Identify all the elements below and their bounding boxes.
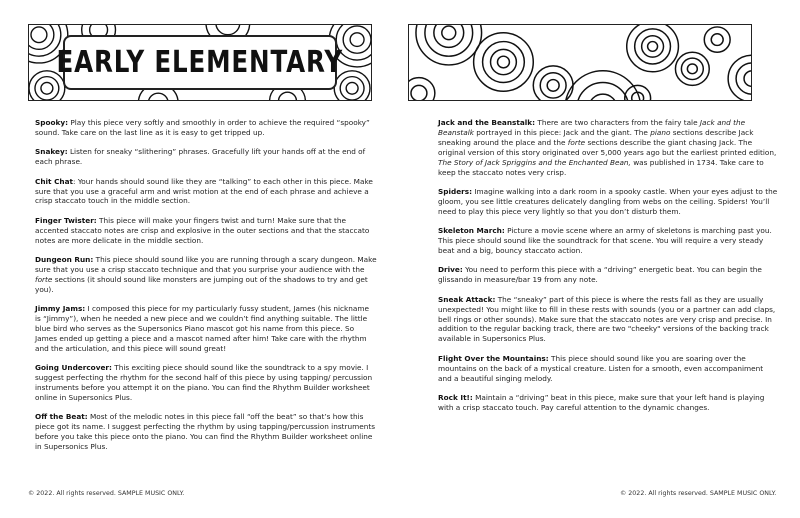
entry-title: Going Undercover: xyxy=(35,363,112,373)
entry-text: Picture a movie scene where an army of skeletons is marching past you. This piece should sound like the soundtrack for that scene. You will require a very steady beat and a big, bouncy staccato action. xyxy=(438,226,772,255)
swirl-banner-right xyxy=(408,24,752,101)
list-item xyxy=(35,216,377,246)
entry-title: Flight Over the Mountains: xyxy=(438,353,549,363)
entry-text: This exciting piece should sound like the soundtrack to a spy movie. I suggest perfecting the rhythm for the second half of this piece by using tapping/ percussion instruments before you attempt it on the piano. You can find the Rhythm Builder worksheet online in Supersonics Plus. xyxy=(35,363,373,402)
entry-title: Finger Twister: xyxy=(35,215,97,225)
entry-title: Sneak Attack: xyxy=(438,294,496,304)
list-item xyxy=(35,304,377,354)
title-box xyxy=(56,35,344,90)
entry-text: portrayed in this piece: Jack and the giant. The xyxy=(473,127,651,137)
list-item xyxy=(35,412,377,452)
entry-italic: forte xyxy=(567,137,586,147)
entry-italic: The Story of Jack Spriggins and the Enchanted Bean, xyxy=(438,157,631,167)
entry-text: Most of the melodic notes in this piece fall “off the beat” so that’s how this piece got its name. I suggest perfecting the rhythm by using tapping/percussion instruments before you take this piece onto the piano. You can find the Rhythm Builder worksheet online in Supersonics Plus. xyxy=(35,412,375,452)
entry-text: The “sneaky” part of this piece is where the rests fall as they are usually unexpected! You might like to fill in these rests with sounds (you or a partner can add claps, bell rings or other sounds). Make sure that the staccato notes are very crisp and precise. In addition to the regular backing track, there are two "cheeky" versions of the backing track available in Supersonics Plus. xyxy=(438,294,776,344)
list-item xyxy=(35,255,377,295)
entry-text: This piece will make your fingers twist and turn! Make sure that the accented staccato notes are crisp and explosive in the outer sections and that the staccato notes are more delicate in the middle section. xyxy=(35,215,370,245)
entry-text: This piece should sound like you are soaring over the mountains on the back of a mystical creature. Listen for a smooth, even accompaniment and a beautiful singing melody. xyxy=(438,353,764,383)
entry-title: Spooky: xyxy=(35,118,69,127)
entry-title: Dungeon Run: xyxy=(35,255,94,265)
list-item xyxy=(35,177,377,207)
list-item xyxy=(438,393,778,413)
entry-title: Chit Chat xyxy=(35,176,74,186)
entry-title: Drive: xyxy=(438,265,463,275)
list-item xyxy=(438,265,778,285)
list-item xyxy=(438,354,778,384)
copyright-footer: © 2022. All rights reserved. SAMPLE MUSIC ONLY. xyxy=(620,490,777,497)
list-item xyxy=(438,187,778,217)
entry-text: sections describe Jack sneaking around the place and the xyxy=(438,127,754,147)
page-title: EARLY ELEMENTARY xyxy=(56,45,344,80)
entry-title: Skeleton March: xyxy=(438,226,505,236)
list-item xyxy=(438,226,778,256)
entry-title: Rock It!: xyxy=(438,392,473,402)
entry-italic: piano xyxy=(650,127,671,137)
entry-text: I composed this piece for my particularly fussy student, James (his nickname is “Jimmy”), when he needed a new piece and we couldn’t find anything suitable. The little blue bird who serves as the Supersonics Piano mascot got his name from this piece. So James ended up getting a piece and a mascot named after him! Take care with the rhythm and the articulation, and this piece will sound great! xyxy=(35,304,369,353)
entry-text: You need to perform this piece with a “driving” energetic beat. You can begin the glissando in measure/bar 19 from any note. xyxy=(438,265,762,285)
list-item xyxy=(35,118,377,138)
list-item xyxy=(438,118,778,177)
entry-text: sections describe the giant chasing Jack. The original version of this story originated over 5,000 years ago but the earliest printed edition, xyxy=(438,137,777,157)
left-entries-list xyxy=(35,118,377,461)
entry-title: Jack and the Beanstalk: xyxy=(438,118,536,127)
copyright-footer: © 2022. All rights reserved. SAMPLE MUSIC ONLY. xyxy=(28,490,185,497)
list-item xyxy=(35,147,377,167)
entry-title: Spiders: xyxy=(438,186,473,196)
right-page xyxy=(400,0,800,518)
entry-text: This piece should sound like you are running through a scary dungeon. Make sure that you use a crisp staccato technique and that you surprise your audience with the xyxy=(35,255,377,274)
list-item xyxy=(35,363,377,403)
entry-text: sections (it should sound like monsters are jumping out of the shadows to try and get you). xyxy=(35,274,368,294)
list-item xyxy=(438,295,778,345)
entry-text: : Your hands should sound like they are “talking” to each other in this piece. Make sure that you use a graceful arm and wrist motion at the end of each phrase and achieve a crisp staccato touch in the middle section. xyxy=(35,176,373,206)
entry-text: There are two characters from the fairy tale xyxy=(535,118,700,127)
entry-title: Snakey: xyxy=(35,147,68,157)
entry-text: Listen for sneaky “slithering” phrases. Gracefully lift your hands off at the end of each phrase. xyxy=(35,147,366,167)
entry-text: Imagine walking into a dark room in a spooky castle. When your eyes adjust to the gloom, you see little creatures delicately dangling from webs on the ceiling. Spiders! You’ll need to play this piece very lightly so that you don’t disturb them. xyxy=(438,186,778,216)
entry-italic: forte xyxy=(35,274,53,284)
entry-text: Maintain a “driving” beat in this piece, make sure that your left hand is playing with a crisp staccato touch. Pay careful attention to the dynamic changes. xyxy=(438,392,765,412)
entry-italic: Jack and the Beanstalk xyxy=(438,118,746,137)
entry-title: Jimmy Jams: xyxy=(35,304,86,314)
right-entries-list xyxy=(438,118,778,422)
entry-text: Play this piece very softly and smoothly in order to achieve the required “spooky” sound. Take care on the last line as it is easy to get tripped up. xyxy=(35,118,370,137)
swirl-pattern-icon xyxy=(409,25,751,100)
entry-title: Off the Beat: xyxy=(35,412,88,422)
entry-text: was published in 1734. Take care to keep the staccato notes very crisp. xyxy=(438,157,764,177)
